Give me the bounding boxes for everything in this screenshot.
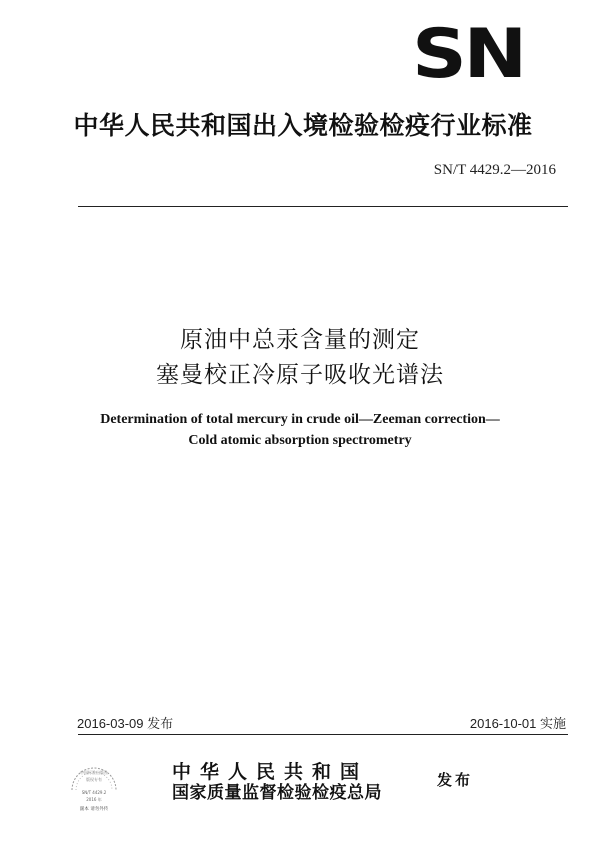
- english-title-line-2: Cold atomic absorption spectrometry: [188, 433, 412, 448]
- bottom-divider: [78, 734, 568, 735]
- stamp-line-3: SN/T 4429.2: [81, 790, 107, 795]
- chinese-title-line-1: 原油中总汞含量的测定: [180, 327, 420, 353]
- publish-label: 发布: [437, 771, 474, 789]
- issuer-line-2: 国家质量监督检验检疫总局: [172, 783, 382, 803]
- standard-number: SN/T 4429.2—2016: [433, 162, 556, 178]
- chinese-title-line-2: 塞曼校正冷原子吸收光谱法: [156, 362, 444, 388]
- publisher-stamp: [64, 760, 124, 816]
- issuer-line-1: 中华人民共和国: [172, 761, 369, 783]
- top-divider: [78, 206, 568, 207]
- stamp-line-4: 2016 年: [86, 797, 102, 802]
- implementation-date: 2016-10-01 实施: [469, 716, 566, 731]
- sn-logo: SN: [412, 15, 524, 94]
- stamp-line-2: 版权专有: [86, 777, 102, 782]
- english-title-line-1: Determination of total mercury in crude oil—Zeeman correction—: [100, 412, 500, 427]
- stamp-line-1: 中国标准出版社: [80, 770, 108, 775]
- standard-category-heading: 中华人民共和国出入境检验检疫行业标准: [73, 111, 533, 140]
- stamp-line-5: 副本 请勿外传: [79, 807, 109, 812]
- issue-date: 2016-03-09 发布: [77, 716, 174, 731]
